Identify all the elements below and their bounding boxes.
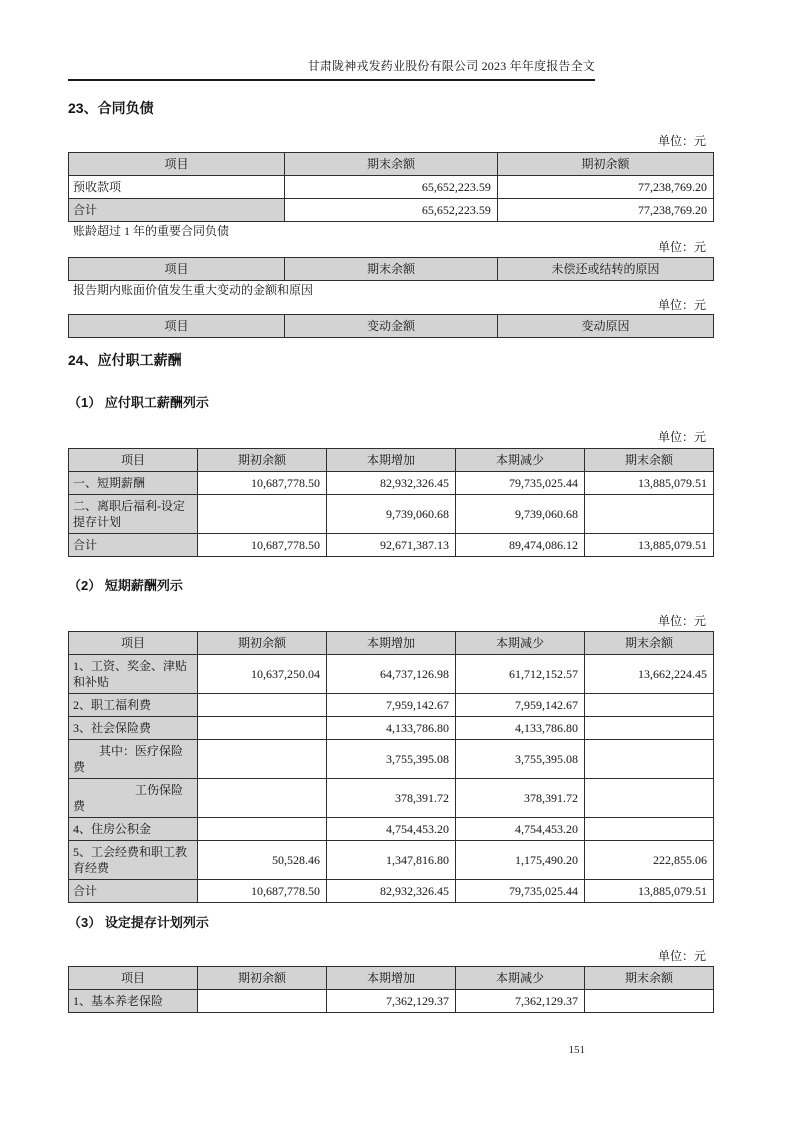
- cell-value: [198, 694, 327, 717]
- column-header: 本期增加: [327, 449, 456, 472]
- row-label: 二、离职后福利-设定提存计划: [69, 495, 198, 534]
- cell-value: 10,637,250.04: [198, 655, 327, 694]
- table-row: [69, 534, 714, 557]
- cell-value: 4,754,453.20: [456, 818, 585, 841]
- cell-value: [585, 818, 714, 841]
- table-row: [69, 717, 714, 740]
- table-row: [69, 176, 714, 199]
- cell-value: 13,662,224.45: [585, 655, 714, 694]
- column-header: 期初余额: [198, 449, 327, 472]
- cell-value: [585, 740, 714, 779]
- column-header: 本期减少: [456, 967, 585, 990]
- cell-value: 3,755,395.08: [327, 740, 456, 779]
- cell-value: 77,238,769.20: [497, 199, 713, 222]
- column-header: 项目: [69, 449, 198, 472]
- aging-note: 账龄超过 1 年的重要合同负债: [73, 224, 230, 238]
- page-number: 151: [568, 1044, 585, 1056]
- cell-value: [585, 717, 714, 740]
- cell-value: 4,133,786.80: [456, 717, 585, 740]
- table-row: [69, 880, 714, 903]
- row-label: 4、住房公积金: [69, 818, 198, 841]
- cell-value: 50,528.46: [198, 841, 327, 880]
- column-header: 期末余额: [585, 967, 714, 990]
- column-header: 项目: [69, 315, 285, 338]
- short-term-compensation-table: [68, 631, 714, 903]
- cell-value: [198, 779, 327, 818]
- row-label: 1、工资、奖金、津贴和补贴: [69, 655, 198, 694]
- column-header: 变动原因: [497, 315, 713, 338]
- row-label: 2、职工福利费: [69, 694, 198, 717]
- cell-value: 378,391.72: [456, 779, 585, 818]
- column-header: 项目: [69, 632, 198, 655]
- cell-value: 7,959,142.67: [456, 694, 585, 717]
- column-header: 期初余额: [198, 967, 327, 990]
- unit-label: 单位：元: [657, 949, 706, 963]
- table-row: [69, 841, 714, 880]
- section-24-heading: 24、应付职工薪酬: [68, 352, 182, 368]
- row-label: 合计: [69, 534, 198, 557]
- row-label: 工伤保险费: [69, 779, 198, 818]
- cell-value: 7,362,129.37: [456, 990, 585, 1013]
- cell-value: [585, 495, 714, 534]
- cell-value: 9,739,060.68: [327, 495, 456, 534]
- column-header: 期末余额: [285, 153, 498, 176]
- unit-label: 单位：元: [657, 134, 706, 148]
- table-row: [69, 740, 714, 779]
- subsection-24-1-heading: （1） 应付职工薪酬列示: [68, 395, 209, 410]
- table-header-row: [69, 315, 714, 338]
- subsection-24-3-heading: （3） 设定提存计划列示: [68, 915, 209, 930]
- table-row: [69, 779, 714, 818]
- table-row: [69, 199, 714, 222]
- cell-value: [585, 990, 714, 1013]
- value-change-note: 报告期内账面价值发生重大变动的金额和原因: [73, 283, 314, 297]
- cell-value: [198, 495, 327, 534]
- cell-value: 92,671,387.13: [327, 534, 456, 557]
- cell-value: 4,754,453.20: [327, 818, 456, 841]
- table-row: [69, 495, 714, 534]
- cell-value: 79,735,025.44: [456, 472, 585, 495]
- row-label: 3、社会保险费: [69, 717, 198, 740]
- aging-contract-table: [68, 257, 714, 281]
- cell-value: 13,885,079.51: [585, 534, 714, 557]
- subsection-24-2-heading: （2） 短期薪酬列示: [68, 578, 183, 593]
- row-label: 预收款项: [69, 176, 285, 199]
- table-header-row: [69, 258, 714, 281]
- table-row: [69, 990, 714, 1013]
- section-23-heading: 23、合同负债: [68, 100, 154, 116]
- cell-value: 65,652,223.59: [285, 199, 498, 222]
- document-header-title: 甘肃陇神戎发药业股份有限公司 2023 年年度报告全文: [307, 59, 595, 73]
- column-header: 变动金额: [285, 315, 498, 338]
- contract-liabilities-table: [68, 152, 714, 222]
- cell-value: 65,652,223.59: [285, 176, 498, 199]
- employee-payroll-table: [68, 448, 714, 557]
- column-header: 项目: [69, 258, 285, 281]
- row-label: 合计: [69, 199, 285, 222]
- cell-value: 378,391.72: [327, 779, 456, 818]
- table-row: [69, 818, 714, 841]
- cell-value: [198, 990, 327, 1013]
- column-header: 本期增加: [327, 967, 456, 990]
- cell-value: 1,347,816.80: [327, 841, 456, 880]
- cell-value: [198, 740, 327, 779]
- column-header: 未偿还或结转的原因: [497, 258, 713, 281]
- column-header: 期末余额: [285, 258, 498, 281]
- value-change-table: [68, 314, 714, 338]
- table-header-row: [69, 449, 714, 472]
- row-label: 其中：医疗保险费: [69, 740, 198, 779]
- cell-value: 4,133,786.80: [327, 717, 456, 740]
- document-header: [68, 58, 595, 74]
- cell-value: [198, 818, 327, 841]
- cell-value: 61,712,152.57: [456, 655, 585, 694]
- cell-value: 79,735,025.44: [456, 880, 585, 903]
- cell-value: 10,687,778.50: [198, 880, 327, 903]
- cell-value: [198, 717, 327, 740]
- cell-value: 82,932,326.45: [327, 472, 456, 495]
- cell-value: 7,959,142.67: [327, 694, 456, 717]
- cell-value: 89,474,086.12: [456, 534, 585, 557]
- column-header: 期初余额: [198, 632, 327, 655]
- column-header: 期末余额: [585, 632, 714, 655]
- cell-value: [585, 779, 714, 818]
- table-header-row: [69, 967, 714, 990]
- table-header-row: [69, 153, 714, 176]
- column-header: 项目: [69, 153, 285, 176]
- cell-value: 64,737,126.98: [327, 655, 456, 694]
- cell-value: 77,238,769.20: [497, 176, 713, 199]
- unit-label: 单位：元: [657, 430, 706, 444]
- unit-label: 单位：元: [657, 298, 706, 312]
- cell-value: [585, 694, 714, 717]
- cell-value: 1,175,490.20: [456, 841, 585, 880]
- column-header: 本期减少: [456, 632, 585, 655]
- cell-value: 9,739,060.68: [456, 495, 585, 534]
- column-header: 本期减少: [456, 449, 585, 472]
- column-header: 期末余额: [585, 449, 714, 472]
- column-header: 本期增加: [327, 632, 456, 655]
- row-label: 1、基本养老保险: [69, 990, 198, 1013]
- cell-value: 222,855.06: [585, 841, 714, 880]
- column-header: 期初余额: [497, 153, 713, 176]
- header-divider: [68, 79, 595, 81]
- cell-value: 7,362,129.37: [327, 990, 456, 1013]
- row-label: 合计: [69, 880, 198, 903]
- unit-label: 单位：元: [657, 614, 706, 628]
- row-label: 5、工会经费和职工教育经费: [69, 841, 198, 880]
- row-label: 一、短期薪酬: [69, 472, 198, 495]
- table-row: [69, 655, 714, 694]
- cell-value: 10,687,778.50: [198, 472, 327, 495]
- cell-value: 13,885,079.51: [585, 880, 714, 903]
- table-row: [69, 694, 714, 717]
- cell-value: 3,755,395.08: [456, 740, 585, 779]
- defined-contribution-table: [68, 966, 714, 1013]
- cell-value: 82,932,326.45: [327, 880, 456, 903]
- unit-label: 单位：元: [657, 240, 706, 254]
- cell-value: 13,885,079.51: [585, 472, 714, 495]
- column-header: 项目: [69, 967, 198, 990]
- table-row: [69, 472, 714, 495]
- table-header-row: [69, 632, 714, 655]
- cell-value: 10,687,778.50: [198, 534, 327, 557]
